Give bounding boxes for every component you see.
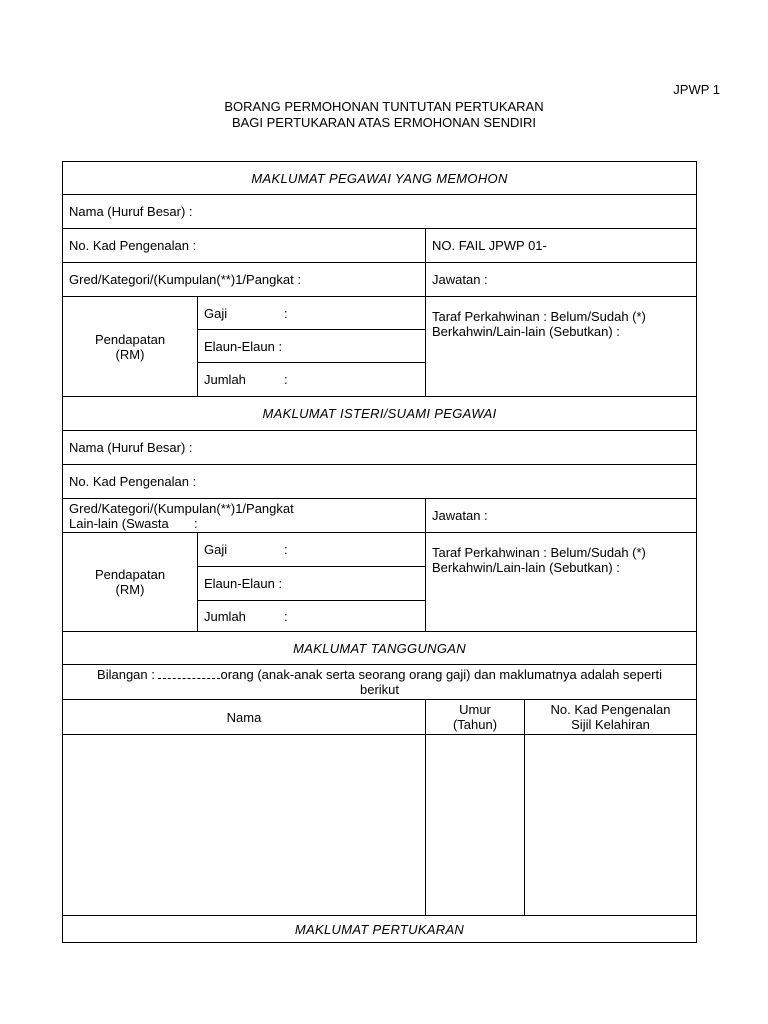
gaji-pasangan-colon: :: [284, 542, 288, 557]
tanggungan-nama-cell[interactable]: [63, 735, 426, 916]
jumlah-label: Jumlah: [204, 372, 246, 387]
field-gaji-pasangan[interactable]: [198, 533, 426, 567]
pendapatan-pasangan-line1: Pendapatan: [94, 567, 166, 582]
field-taraf-pasangan[interactable]: [426, 533, 697, 632]
field-no-fail[interactable]: NO. FAIL JPWP 01-: [426, 229, 697, 263]
gaji-colon: :: [284, 305, 288, 321]
field-jawatan-pegawai[interactable]: Jawatan :: [426, 263, 697, 297]
form-code: JPWP 1: [673, 82, 720, 97]
gaji-pasangan-label: Gaji: [204, 542, 228, 557]
field-gred-pegawai[interactable]: Gred/Kategori/(Kumpulan(**)1/Pangkat :: [63, 263, 426, 297]
section-heading-pasangan: MAKLUMAT ISTERI/SUAMI PEGAWAI: [63, 397, 697, 431]
taraf-line1: Taraf Perkahwinan : Belum/Sudah (*): [432, 309, 646, 324]
column-header-nama: Nama: [63, 700, 426, 735]
field-gaji-pegawai[interactable]: [198, 297, 426, 330]
taraf-line2: Berkahwin/Lain-lain (Sebutkan) :: [432, 324, 620, 339]
field-no-kp-pegawai[interactable]: No. Kad Pengenalan :: [63, 229, 426, 263]
section-heading-tanggungan: MAKLUMAT TANGGUNGAN: [63, 632, 697, 665]
pendapatan-line2: (RM): [115, 346, 145, 362]
umur-line1: Umur: [459, 702, 491, 717]
column-header-umur: [426, 700, 525, 735]
taraf-pasangan-line2: Berkahwin/Lain-lain (Sebutkan) :: [432, 560, 620, 575]
gred-pasangan-line2: Lain-lain (Swasta :: [69, 515, 198, 531]
column-header-no-kp: [525, 700, 697, 735]
form-title: [0, 99, 768, 131]
taraf-pasangan-line1: Taraf Perkahwinan : Belum/Sudah (*): [432, 545, 646, 560]
pendapatan-pasangan-line2: (RM): [115, 582, 145, 597]
tanggungan-kp-cell[interactable]: [525, 735, 697, 916]
umur-line2: (Tahun): [452, 717, 498, 732]
field-no-kp-pasangan[interactable]: No. Kad Pengenalan :: [63, 465, 697, 499]
form-title-line1: BORANG PERMOHONAN TUNTUTAN PERTUKARAN: [224, 99, 544, 114]
field-nama-pegawai[interactable]: Nama (Huruf Besar) :: [63, 195, 697, 229]
field-elaun-pasangan[interactable]: Elaun-Elaun :: [198, 567, 426, 601]
pendapatan-line1: Pendapatan: [94, 331, 166, 347]
field-jumlah-pegawai[interactable]: [198, 363, 426, 397]
bilangan-line2: berikut: [360, 682, 400, 697]
jumlah-pasangan-colon: :: [284, 608, 288, 624]
field-jawatan-pasangan[interactable]: Jawatan :: [426, 499, 697, 533]
field-taraf-pegawai[interactable]: [426, 297, 697, 397]
bilangan-prefix: Bilangan :: [97, 667, 159, 682]
jumlah-colon: :: [284, 372, 288, 387]
label-pendapatan-pasangan: [63, 533, 198, 632]
bilangan-rest: orang (anak-anak serta seorang orang gaji) dan maklumatnya adalah seperti: [220, 667, 663, 682]
tanggungan-umur-cell[interactable]: [426, 735, 525, 916]
field-bilangan-tanggungan[interactable]: [63, 665, 697, 700]
section-heading-pertukaran: MAKLUMAT PERTUKARAN: [63, 916, 697, 943]
field-jumlah-pasangan[interactable]: [198, 601, 426, 632]
field-nama-pasangan[interactable]: Nama (Huruf Besar) :: [63, 431, 697, 465]
application-form-table: [62, 161, 697, 943]
jumlah-pasangan-label: Jumlah: [204, 608, 246, 624]
field-gred-pasangan[interactable]: [63, 499, 426, 533]
bilangan-blank[interactable]: [158, 667, 220, 679]
field-elaun-pegawai[interactable]: Elaun-Elaun :: [198, 330, 426, 363]
form-title-line2: BAGI PERTUKARAN ATAS ERMOHONAN SENDIRI: [231, 115, 537, 130]
kp-line1: No. Kad Pengenalan: [550, 702, 671, 717]
label-pendapatan-pegawai: [63, 297, 198, 397]
bilangan-line1: [69, 667, 690, 682]
section-heading-pegawai: MAKLUMAT PEGAWAI YANG MEMOHON: [63, 162, 697, 195]
gred-pasangan-line1: Gred/Kategori/(Kumpulan(**)1/Pangkat: [69, 500, 294, 516]
gaji-label: Gaji: [204, 305, 228, 321]
kp-line2: Sijil Kelahiran: [571, 717, 650, 732]
